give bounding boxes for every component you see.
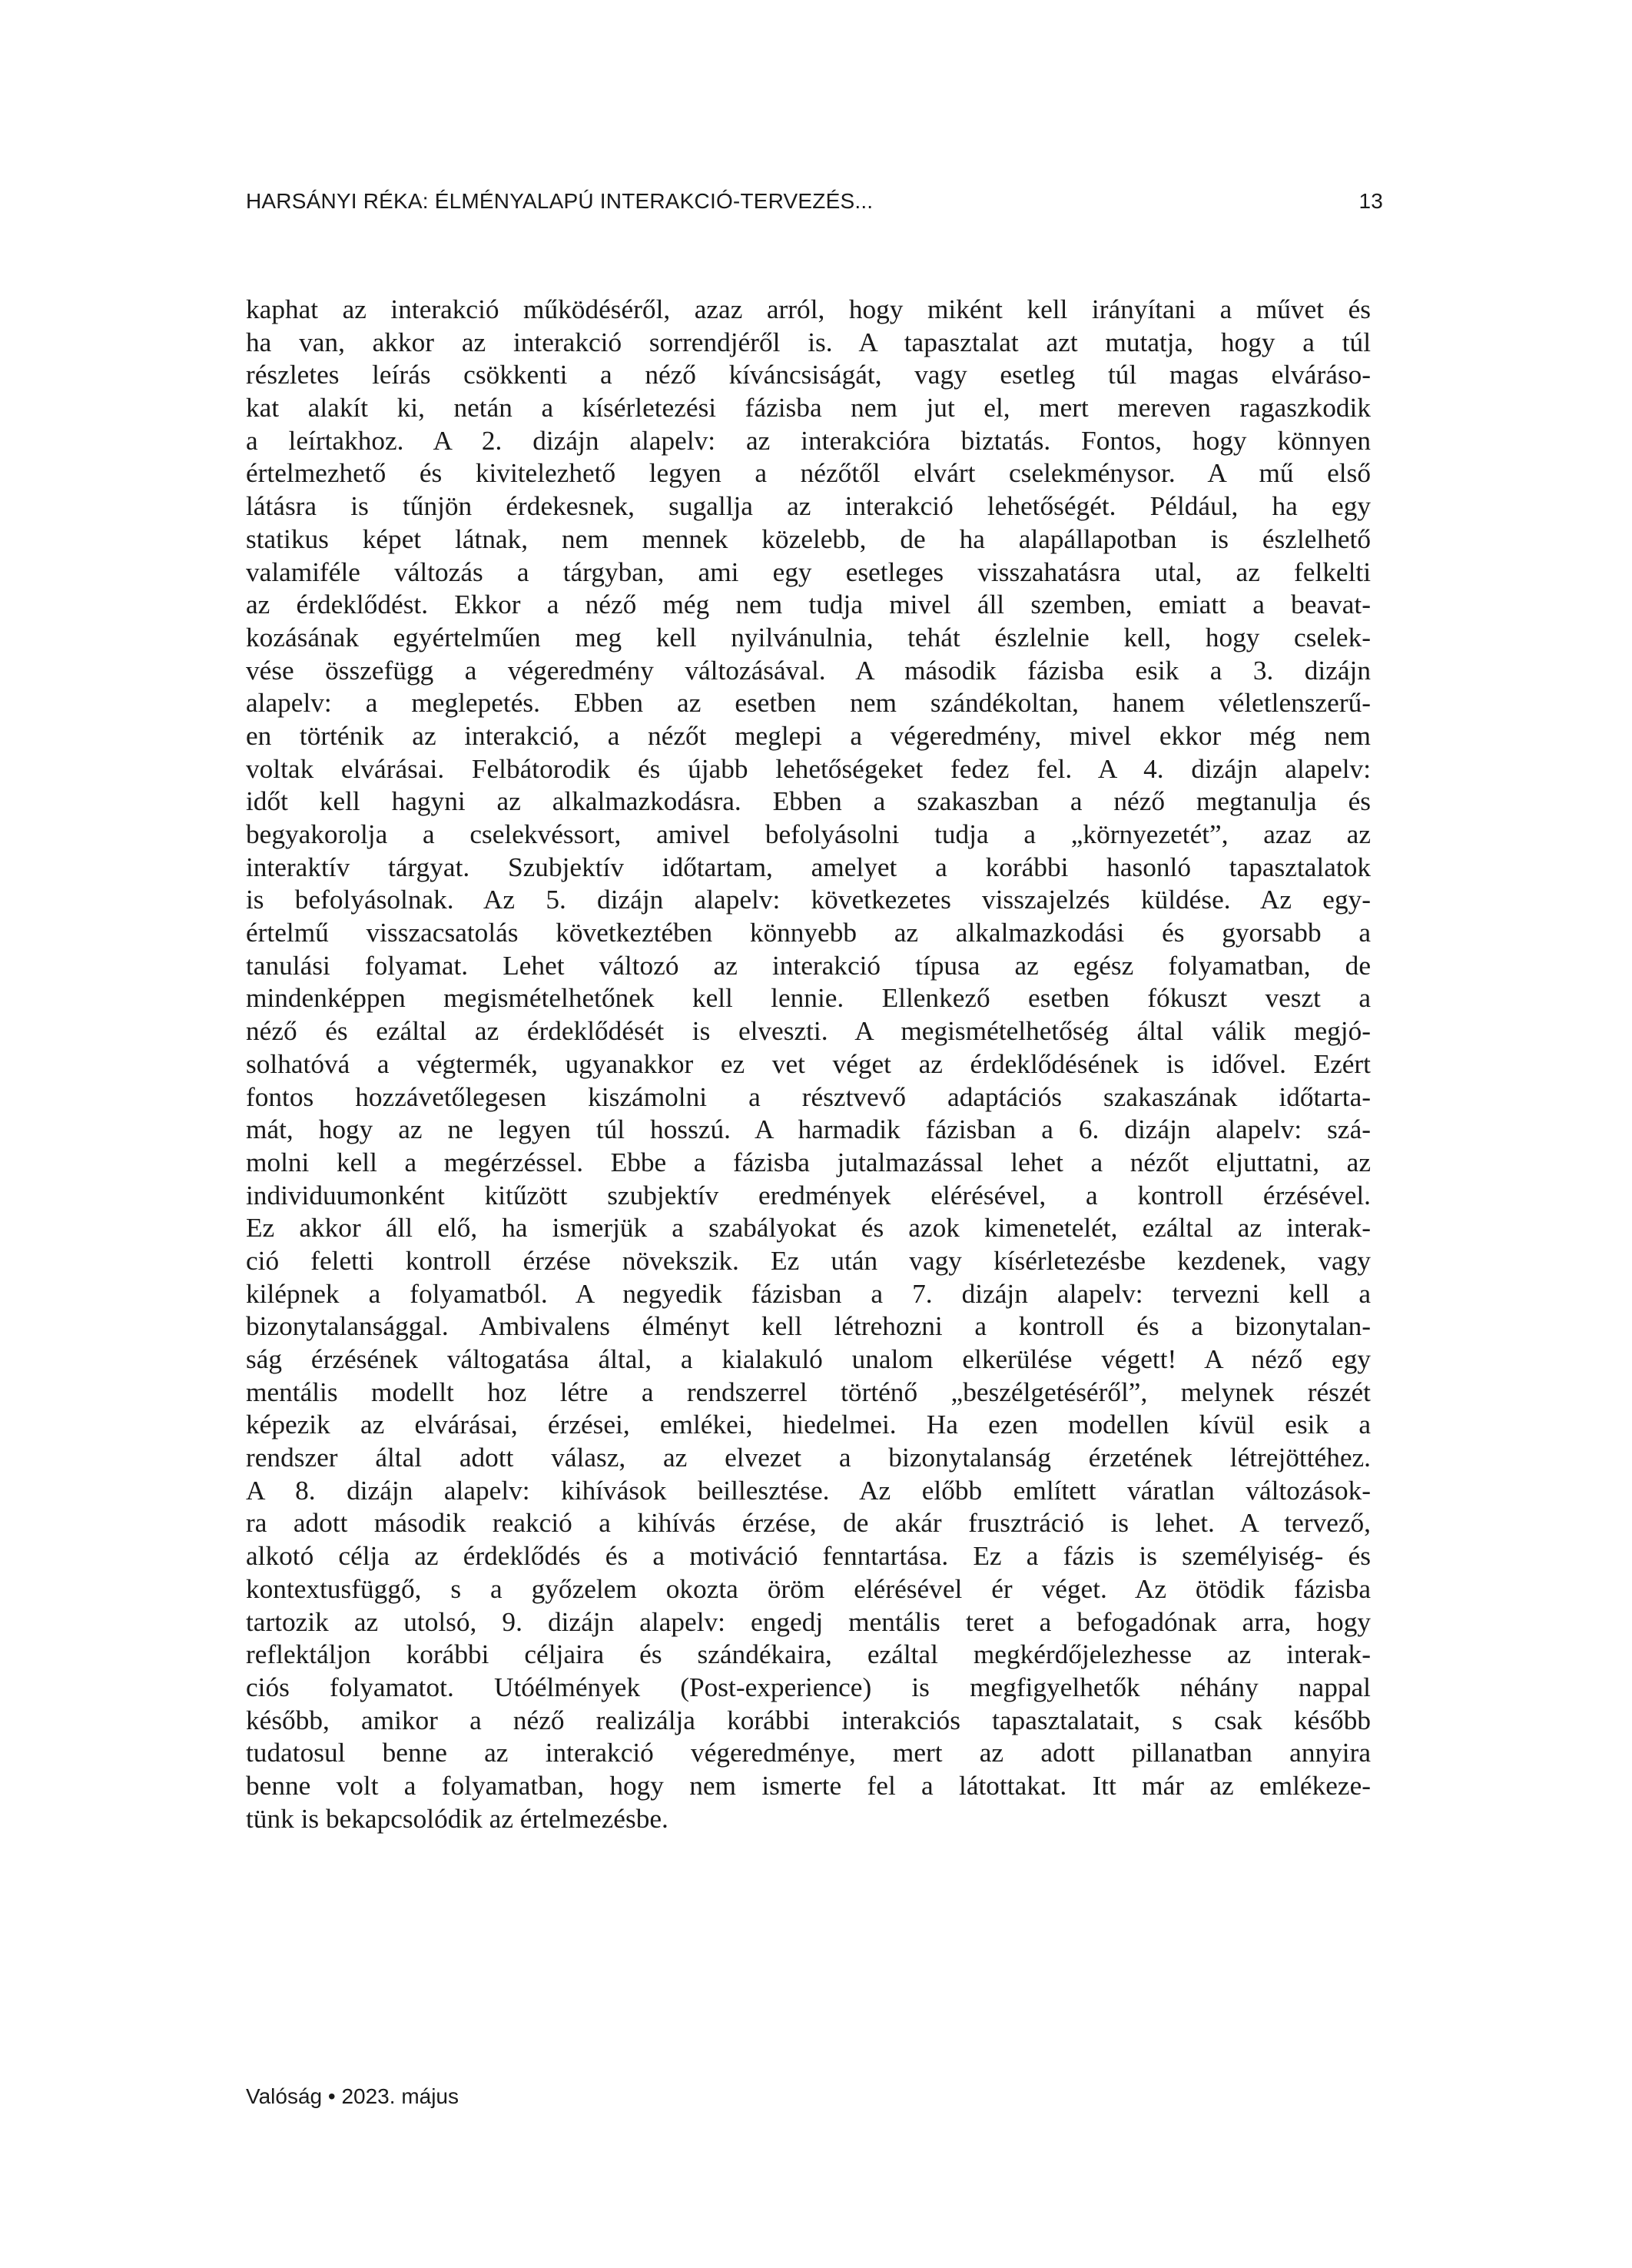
body-line: voltak elvárásai. Felbátorodik és újabb lehetőségeket fedez fel. A 4. dizájn alapelv: [246,753,1371,784]
body-line: bizonytalansággal. Ambivalens élményt kell létrehozni a kontroll és a bizonytalan- [246,1311,1371,1342]
body-line: begyakorolja a cselekvéssort, amivel befolyásolni tudja a „környezetét”, azaz az [246,819,1371,849]
body-line: kontextusfüggő, s a győzelem okozta öröm elérésével ér véget. Az ötödik fázisba [246,1573,1371,1604]
body-line: ra adott második reakció a kihívás érzése, de akár frusztráció is lehet. A tervező, [246,1508,1371,1539]
body-line: tartozik az utolsó, 9. dizájn alapelv: engedj mentális teret a befogadónak arra, hogy [246,1606,1371,1637]
body-line: Ez akkor áll elő, ha ismerjük a szabályokat és azok kimenetelét, ezáltal az interak- [246,1213,1371,1244]
body-line: alkotó célja az érdeklődés és a motiváció fenntartása. Ez a fázis is személyiség- és [246,1541,1371,1572]
body-line: látásra is tűnjön érdekesnek, sugallja az interakció lehetőségét. Például, ha egy [246,491,1371,522]
page-number: 13 [1358,189,1383,213]
body-line: fontos hozzávetőlegesen kiszámolni a résztvevő adaptációs szakaszának időtarta- [246,1081,1371,1112]
body-line: mentális modellt hoz létre a rendszerrel történő „beszélgetéséről”, melynek részét [246,1376,1371,1407]
body-line: mát, hogy az ne legyen túl hosszú. A harmadik fázisban a 6. dizájn alapelv: szá- [246,1114,1371,1145]
body-line: solhatóvá a végtermék, ugyanakkor ez vet véget az érdeklődésének is idővel. Ezért [246,1048,1371,1079]
body-line: kilépnek a folyamatból. A negyedik fázisban a 7. dizájn alapelv: tervezni kell a [246,1278,1371,1309]
body-line: rendszer által adott válasz, az elvezet a bizonytalanság érzetének létrejöttéhez. [246,1443,1371,1473]
body-line: A 8. dizájn alapelv: kihívások beillesztése. Az előbb említett váratlan változások- [246,1475,1371,1506]
body-line: tünk is bekapcsolódik az értelmezésbe. [246,1803,668,1834]
body-line: molni kell a megérzéssel. Ebbe a fázisba jutalmazással lehet a nézőt eljuttatni, az [246,1147,1371,1177]
body-line: alapelv: a meglepetés. Ebben az esetben nem szándékoltan, hanem véletlenszerű- [246,688,1371,719]
body-line: értelmű visszacsatolás következtében könnyebb az alkalmazkodási és gyorsabb a [246,918,1371,948]
body-line: is befolyásolnak. Az 5. dizájn alapelv: következetes visszajelzés küldése. Az egy- [246,885,1371,915]
body-line: értelmezhető és kivitelezhető legyen a nézőtől elvárt cselekménysor. A mű első [246,458,1371,489]
body-line: ha van, akkor az interakció sorrendjéről is. A tapasztalat azt mutatja, hogy a túl [246,327,1371,357]
body-line: individuumonként kitűzött szubjektív eredmények elérésével, a kontroll érzésével. [246,1180,1371,1210]
body-line: tudatosul benne az interakció végeredménye, mert az adott pillanatban annyira [246,1738,1371,1768]
body-line: statikus képet látnak, nem mennek közelebb, de ha alapállapotban is észlelhető [246,523,1371,554]
body-line: en történik az interakció, a nézőt meglepi a végeredmény, mivel ekkor még nem [246,720,1371,751]
running-header [246,189,1383,220]
body-line: részletes leírás csökkenti a néző kíváncsiságát, vagy esetleg túl magas elváráso- [246,360,1371,390]
footer-journal: Valóság • 2023. május [246,2084,459,2108]
body-line: néző és ezáltal az érdeklődését is elveszti. A megismételhetőség által válik megjó- [246,1016,1371,1047]
body-line: a leírtakhoz. A 2. dizájn alapelv: az interakcióra biztatás. Fontos, hogy könnyen [246,425,1371,456]
body-line: időt kell hagyni az alkalmazkodásra. Ebben a szakaszban a néző megtanulja és [246,786,1371,817]
body-line: képezik az elvárásai, érzései, emlékei, hiedelmei. Ha ezen modellen kívül esik a [246,1410,1371,1440]
body-line: vése összefügg a végeredmény változásával. A második fázisba esik a 3. dizájn [246,655,1371,686]
body-line: mindenképpen megismételhetőnek kell lennie. Ellenkező esetben fókuszt veszt a [246,983,1371,1014]
body-line: ciós folyamatot. Utóélmények (Post-experience) is megfigyelhetők néhány nappal [246,1672,1371,1702]
body-line: reflektáljon korábbi céljaira és szándékaira, ezáltal megkérdőjelezhesse az interak- [246,1639,1371,1670]
body-text [246,294,1371,1835]
body-line: kozásának egyértelműen meg kell nyilvánulnia, tehát észlelnie kell, hogy cselek- [246,622,1371,653]
body-line: interaktív tárgyat. Szubjektív időtartam, amelyet a korábbi hasonló tapasztalatok [246,852,1371,882]
body-line: valamiféle változás a tárgyban, ami egy esetleges visszahatásra utal, az felkelti [246,556,1371,587]
body-line: benne volt a folyamatban, hogy nem ismerte fel a látottakat. Itt már az emlékeze- [246,1770,1371,1801]
body-line: kat alakít ki, netán a kísérletezési fázisba nem jut el, mert mereven ragaszkodik [246,393,1371,423]
body-line: az érdeklődést. Ekkor a néző még nem tudja mivel áll szemben, emiatt a beavat- [246,589,1371,620]
body-line: ság érzésének váltogatása által, a kialakuló unalom elkerülése végett! A néző egy [246,1344,1371,1374]
body-line: ció feletti kontroll érzése növekszik. Ez után vagy kísérletezésbe kezdenek, vagy [246,1245,1371,1276]
running-title: HARSÁNYI RÉKA: ÉLMÉNYALAPÚ INTERAKCIÓ-TERVEZÉS... [246,189,874,213]
body-line: tanulási folyamat. Lehet változó az interakció típusa az egész folyamatban, de [246,950,1371,981]
body-line: később, amikor a néző realizálja korábbi interakciós tapasztalatait, s csak később [246,1705,1371,1735]
body-line: kaphat az interakció működéséről, azaz arról, hogy miként kell irányítani a művet és [246,294,1371,324]
